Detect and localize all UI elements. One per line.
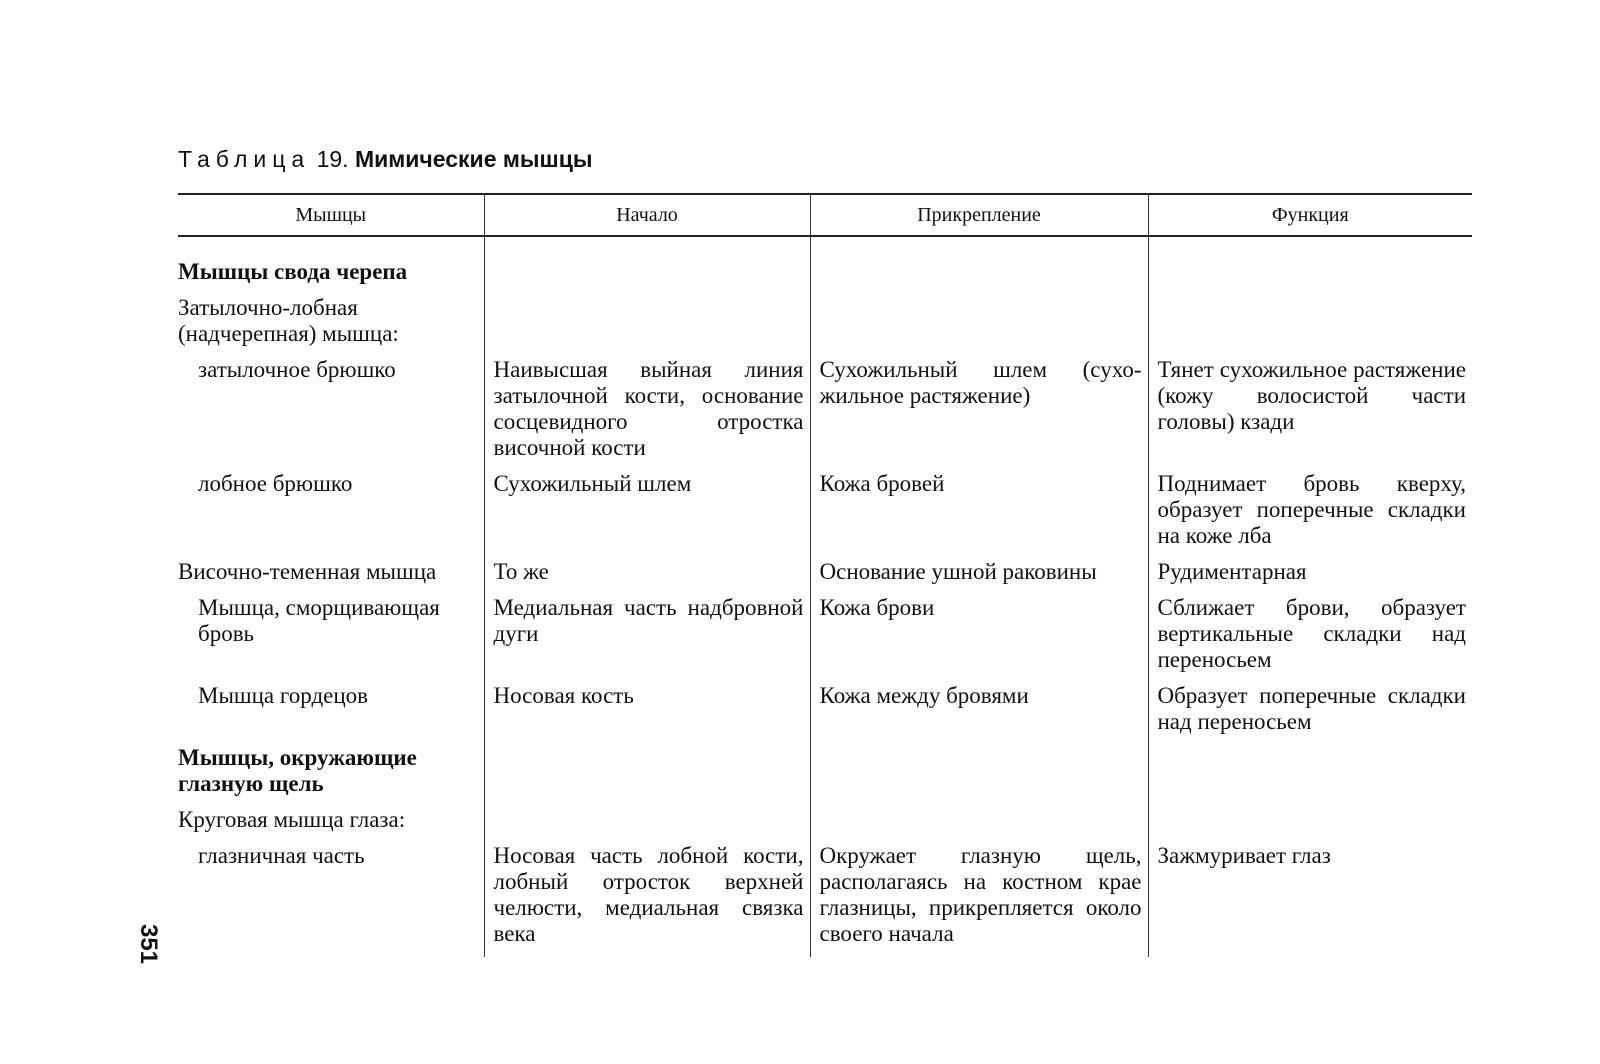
origin-cell: Носовая кость <box>484 683 810 745</box>
table-row <box>178 357 1472 471</box>
table-row <box>178 471 1472 559</box>
function-cell: Зажмуривает глаз <box>1148 843 1472 957</box>
origin-cell: Сухожильный шлем <box>484 471 810 559</box>
origin-cell: Носовая часть лобной кости, лобный отросток верхней челюсти, медиальная связка века <box>484 843 810 957</box>
muscles-table <box>178 193 1472 957</box>
group-title: Мышцы, окружающие глазную щель <box>178 745 417 796</box>
function-cell: Поднимает бровь кверху, образует поперечные складки на коже лба <box>1148 471 1472 559</box>
insertion-cell: Сухожильный шлем (сухожильное растяжение) <box>810 357 1148 471</box>
insertion-cell: Кожа между бровями <box>810 683 1148 745</box>
caption-title: Мимические мышцы <box>354 146 593 172</box>
column-header-muscles: Мышцы <box>178 194 484 236</box>
insertion-cell: Кожа бровей <box>810 471 1148 559</box>
group-subtitle-row <box>178 295 1472 357</box>
muscle-cell: Мышца гордецов <box>198 683 369 708</box>
page-number: 351 <box>135 923 163 965</box>
origin-cell: Наивысшая выйная линия затылочной кости, основание сосцевидного отростка височной кости <box>484 357 810 471</box>
column-header-insertion: Прикрепление <box>810 194 1148 236</box>
group-subtitle: Затылочно-лобная (надчерепная) мышца: <box>178 295 399 346</box>
function-cell: Образует поперечные складки над переносьем <box>1148 683 1472 745</box>
muscle-cell: Мышца, сморщивающая бровь <box>198 595 440 646</box>
table-caption <box>178 146 592 173</box>
table-row <box>178 595 1472 683</box>
caption-word: Таблица <box>178 146 311 172</box>
function-cell: Рудиментарная <box>1148 559 1472 595</box>
origin-cell: То же <box>484 559 810 595</box>
group-title-row <box>178 236 1472 295</box>
insertion-cell: Кожа брови <box>810 595 1148 683</box>
muscle-cell: лобное брюшко <box>198 471 353 496</box>
group-title-row <box>178 745 1472 807</box>
muscle-cell: Височно-теменная мышца <box>178 559 437 584</box>
table-row <box>178 683 1472 745</box>
table-row <box>178 559 1472 595</box>
insertion-cell: Основание ушной раковины <box>810 559 1148 595</box>
function-cell: Сближает брови, образует вертикальные складки над переносьем <box>1148 595 1472 683</box>
muscle-cell: затылочное брюшко <box>198 357 396 382</box>
table-header-row <box>178 194 1472 236</box>
function-cell: Тянет сухожильное растяжение (кожу волосистой части головы) кзади <box>1148 357 1472 471</box>
group-subtitle: Круговая мышца глаза: <box>178 807 406 832</box>
insertion-cell: Окружает глазную щель, располагаясь на костном крае глазницы, прикрепляется около своего начала <box>810 843 1148 957</box>
group-subtitle-row <box>178 807 1472 843</box>
table-row <box>178 843 1472 957</box>
group-title: Мышцы свода черепа <box>178 259 408 284</box>
origin-cell: Медиальная часть надбровной дуги <box>484 595 810 683</box>
muscle-cell: глазничная часть <box>198 843 365 868</box>
caption-number: 19. <box>316 146 349 172</box>
column-header-origin: Начало <box>484 194 810 236</box>
column-header-function: Функция <box>1148 194 1472 236</box>
